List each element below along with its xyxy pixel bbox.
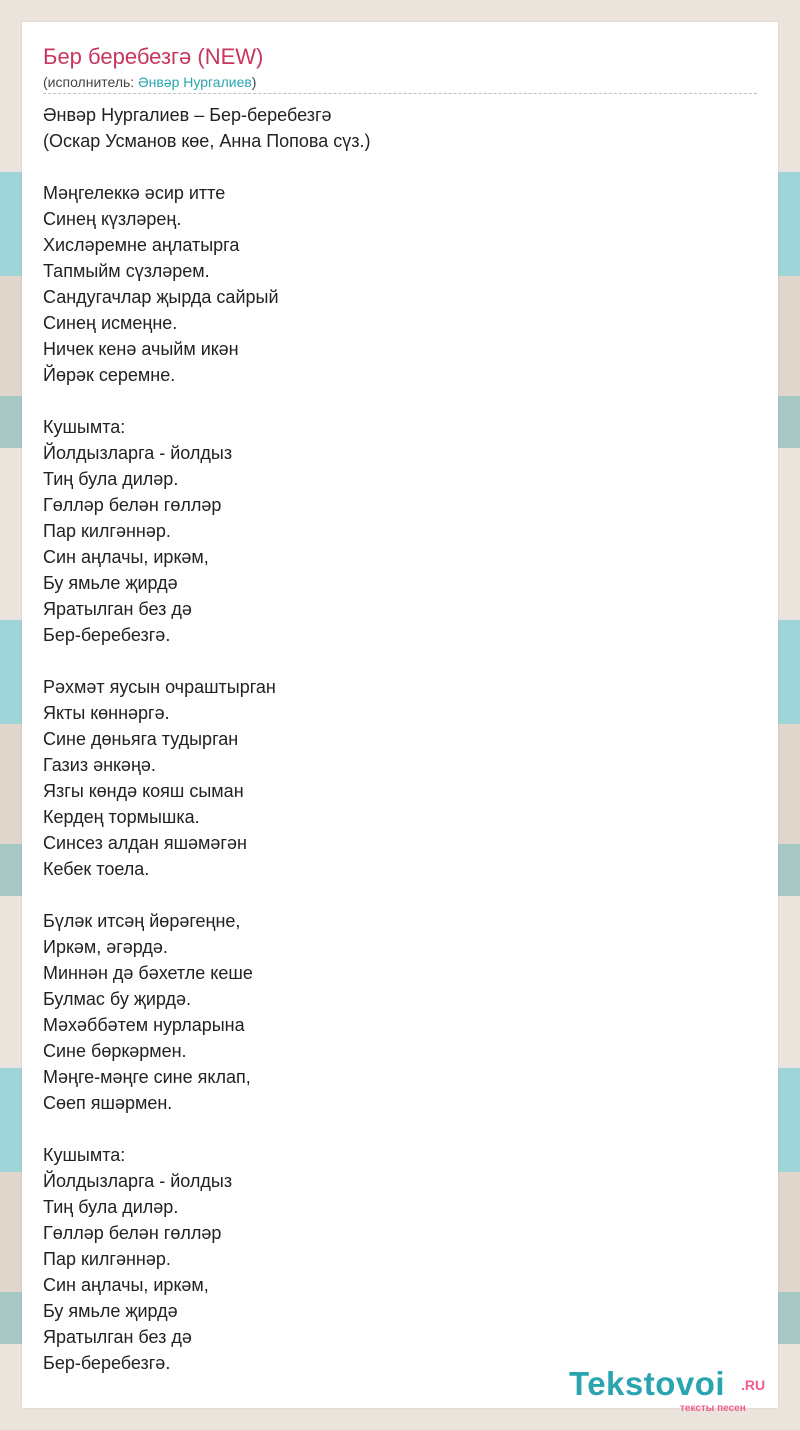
stanza-gap: [43, 154, 743, 180]
lyric-line: Бу ямьле җирдә: [43, 573, 178, 593]
lyric-line: Сине дөньяга тудырган: [43, 729, 239, 749]
title-divider: [43, 93, 757, 94]
lyric-line: Синсез алдан яшәмәгән: [43, 833, 247, 853]
lyric-line: Яратылган без дә: [43, 1327, 192, 1347]
logo-name: Tekstovoi: [569, 1365, 726, 1402]
lyric-line: Әнвәр Нургалиев – Бер-беребезгә: [43, 105, 332, 125]
lyric-line: Яратылган без дә: [43, 599, 192, 619]
lyric-line: Йолдызларга - йолдыз: [43, 443, 233, 463]
lyric-line: Тиң була диләр.: [43, 1197, 179, 1217]
lyric-line: Рәхмәт яусын очраштырган: [43, 677, 276, 697]
lyric-line: Ничек кенә ачыйм икән: [43, 339, 239, 359]
lyric-line: Сөеп яшәрмен.: [43, 1093, 173, 1113]
performer-line: [43, 73, 256, 91]
lyric-line: Йолдызларга - йолдыз: [43, 1171, 233, 1191]
lyric-line: Син аңлачы, иркәм,: [43, 1275, 209, 1295]
lyric-line: Бүләк итсәң йөрәгеңне,: [43, 911, 241, 931]
lyric-line: Бу ямьле җирдә: [43, 1301, 178, 1321]
stanza-gap: [43, 648, 743, 674]
lyric-line: Син аңлачы, иркәм,: [43, 547, 209, 567]
lyric-line: Мәңге-мәңге сине яклап,: [43, 1067, 251, 1087]
site-logo[interactable]: [569, 1364, 797, 1424]
logo-domain: .RU: [741, 1377, 766, 1393]
logo-tagline: тексты песен: [680, 1403, 746, 1414]
stanza-gap: [43, 1116, 743, 1142]
lyric-line: Тапмыйм сүзләрем.: [43, 261, 210, 281]
lyric-line: Мәңгелеккә әсир итте: [43, 183, 226, 203]
lyric-line: Бер-беребезгә.: [43, 1353, 171, 1373]
lyric-line: Газиз әнкәңә.: [43, 755, 156, 775]
lyric-line: Тиң була диләр.: [43, 469, 179, 489]
performer-prefix: (исполнитель:: [43, 74, 139, 90]
lyric-line: Бер-беребезгә.: [43, 625, 171, 645]
lyric-line: Пар килгәннәр.: [43, 521, 171, 541]
lyric-line: Гөлләр белән гөлләр: [43, 1223, 222, 1243]
lyric-line: Йөрәк серемне.: [43, 365, 176, 385]
lyric-line: Сине бөркәрмен.: [43, 1041, 187, 1061]
lyrics-card: [22, 22, 778, 1414]
lyric-line: Гөлләр белән гөлләр: [43, 495, 222, 515]
lyric-line: (Оскар Усманов көе, Анна Попова сүз.): [43, 131, 371, 151]
lyric-line: Иркәм, әгәрдә.: [43, 937, 168, 957]
lyric-line: Булмас бу җирдә.: [43, 989, 192, 1009]
lyric-line: Синең күзләрең.: [43, 209, 182, 229]
performer-link[interactable]: Әнвәр Нургалиев: [138, 74, 252, 90]
stanza-gap: [43, 388, 743, 414]
lyric-line: Пар килгәннәр.: [43, 1249, 171, 1269]
lyric-line: Мәхәббәтем нурларына: [43, 1015, 245, 1035]
lyric-line: Кушымта:: [43, 1145, 126, 1165]
lyric-line: Язгы көндә кояш сыман: [43, 781, 244, 801]
lyrics-text: [43, 102, 743, 1376]
lyric-line: Кердең тормышка.: [43, 807, 200, 827]
lyric-line: Сандугачлар җырда сайрый: [43, 287, 279, 307]
lyric-line: Якты көннәргә.: [43, 703, 170, 723]
lyric-line: Синең исмеңне.: [43, 313, 178, 333]
lyric-line: Кушымта:: [43, 417, 126, 437]
stanza-gap: [43, 882, 743, 908]
lyric-line: Хисләремне аңлатырга: [43, 235, 240, 255]
song-title: Бер беребезгә (NEW): [43, 44, 264, 69]
lyric-line: Миннән дә бәхетле кеше: [43, 963, 253, 983]
lyric-line: Кебек тоела.: [43, 859, 150, 879]
performer-suffix: ): [251, 74, 257, 90]
